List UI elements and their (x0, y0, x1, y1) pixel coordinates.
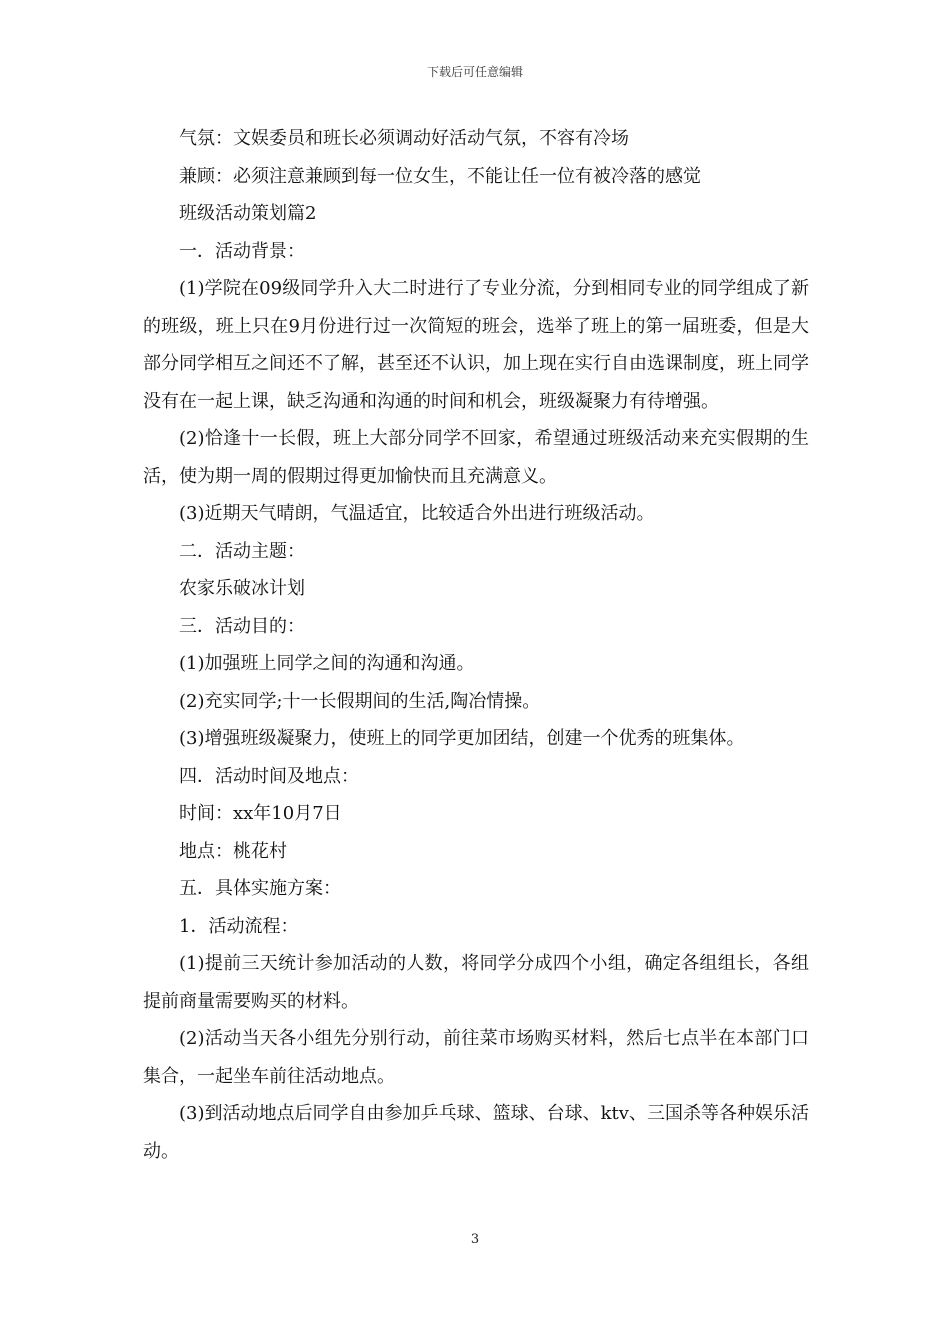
paragraph-process-3: (3)到活动地点后同学自由参加乒乓球、篮球、台球、ktv、三国杀等各种娱乐活动。 (143, 1103, 809, 1162)
paragraph-purpose-2: (2)充实同学;十一长假期间的生活,陶冶情操。 (179, 690, 541, 712)
paragraph-background-1: (1)学院在09级同学升入大二时进行了专业分流，分到相同专业的同学组成了新的班级，班上只在9月份进行过一次简短的班会，选举了班上的第一届班委，但是大部分同学相互之间还不了解，甚至还不认识，加上现在实行自由选课制度，班上同学没有在一起上课，缺乏沟通和沟通的时间和机会，班级凝聚力有待增强。 (143, 278, 809, 412)
paragraph-process-1: (1)提前三天统计参加活动的人数，将同学分成四个小组，确定各组组长，各组提前商量需要购买的材料。 (143, 953, 809, 1012)
document-body (143, 120, 809, 1170)
paragraph-time: 时间：xx年10月7日 (179, 803, 342, 824)
heading-process: 1．活动流程： (179, 915, 299, 937)
heading-purpose: 三．活动目的： (179, 615, 305, 637)
heading-implementation: 五．具体实施方案： (179, 878, 341, 899)
paragraph-consideration: 兼顾：必须注意兼顾到每一位女生，不能让任一位有被冷落的感觉 (179, 165, 701, 187)
paragraph-background-3: (3)近期天气晴朗，气温适宜，比较适合外出进行班级活动。 (179, 503, 655, 524)
page-number: 3 (470, 1232, 480, 1247)
paragraph-background-2: (2)恰逢十一长假，班上大部分同学不回家，希望通过班级活动来充实假期的生活，使为期一周的假期过得更加愉快而且充满意义。 (143, 428, 809, 487)
paragraph-place: 地点：桃花村 (179, 840, 287, 862)
paragraph-atmosphere: 气氛：文娱委员和班长必须调动好活动气氛，不容有冷场 (179, 128, 629, 149)
paragraph-purpose-1: (1)加强班上同学之间的沟通和沟通。 (179, 653, 475, 674)
section-title-plan-2: 班级活动策划篇2 (179, 203, 317, 224)
paragraph-theme: 农家乐破冰计划 (179, 578, 305, 599)
paragraph-purpose-3: (3)增强班级凝聚力，使班上的同学更加团结，创建一个优秀的班集体。 (179, 728, 745, 749)
heading-time-place: 四．活动时间及地点： (179, 765, 359, 787)
paragraph-process-2: (2)活动当天各小组先分别行动，前往菜市场购买材料，然后七点半在本部门口集合，一起坐车前往活动地点。 (143, 1028, 809, 1087)
heading-theme: 二．活动主题： (179, 540, 305, 562)
heading-background: 一．活动背景： (179, 240, 305, 262)
page-header: 下载后可任意编辑 (426, 65, 523, 79)
